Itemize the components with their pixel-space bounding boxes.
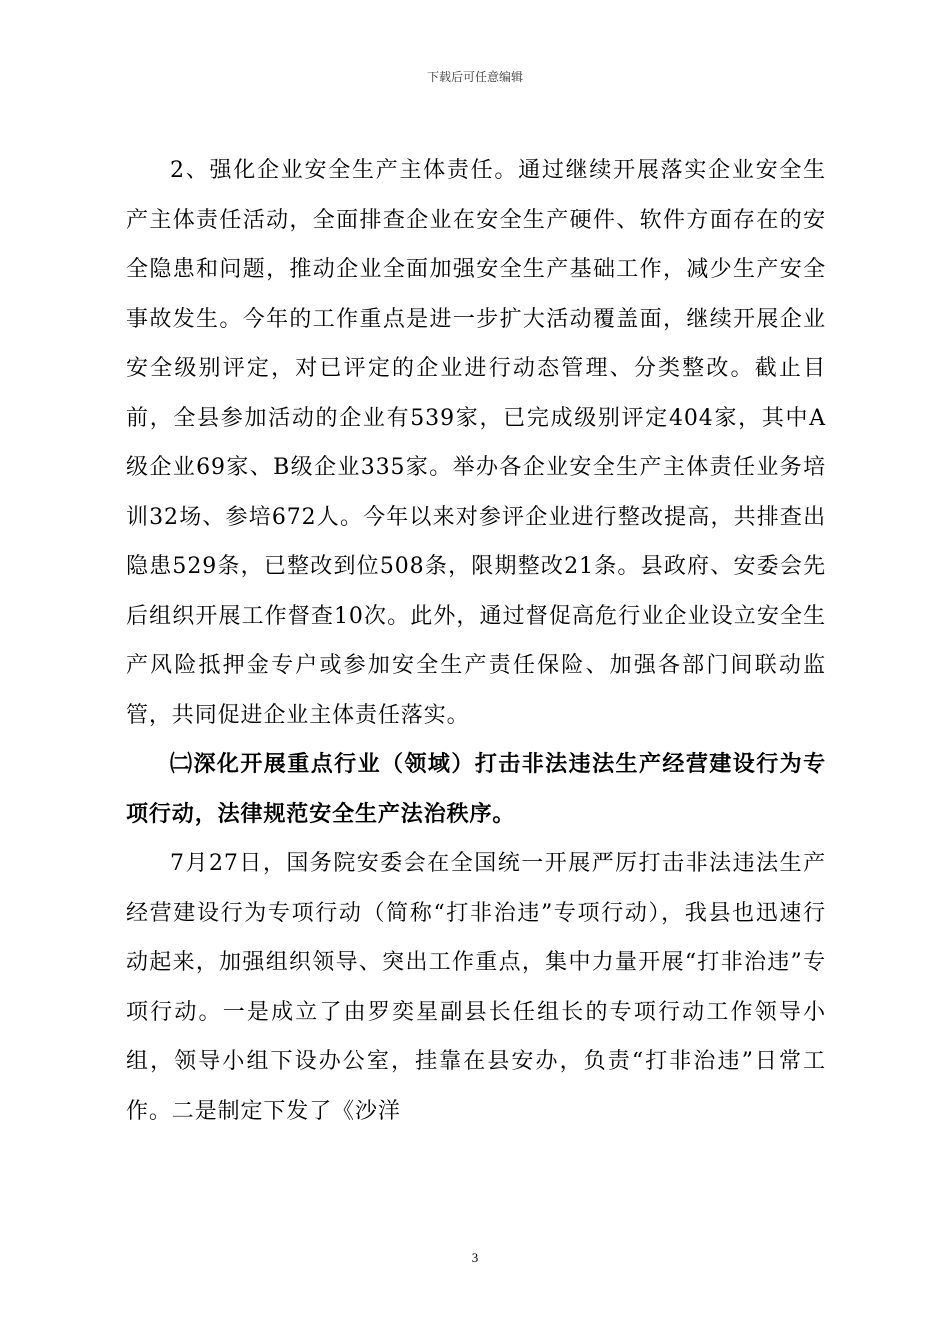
paragraph-special-action: 7月27日，国务院安委会在全国统一开展严厉打击非法违法生产经营建设行为专项行动（简称“打非治违”专项行动），我县也迅速行动起来，加强组织领导、突出工作重点，集中力量开展“打非治违”专项行动。一是成立了由罗奕星副县长任组长的专项行动工作领导小组，领导小组下设办公室，挂靠在县安办，负责“打非治违”日常工作。二是制定下发了《沙洋 [126,851,826,1124]
page-header: 下载后可任意编辑 [426,70,523,84]
document-body [126,146,826,1136]
page-number: 3 [471,1250,479,1265]
section-heading: ㈡深化开展重点行业（领域）打击非法违法生产经营建设行为专项行动，法律规范安全生产法治秩序。 [126,752,826,827]
paragraph-enterprise-responsibility: 2、强化企业安全生产主体责任。通过继续开展落实企业安全生产主体责任活动，全面排查企业在安全生产硬件、软件方面存在的安全隐患和问题，推动企业全面加强安全生产基础工作，减少生产安全事故发生。今年的工作重点是进一步扩大活动覆盖面，继续开展企业安全级别评定，对已评定的企业进行动态管理、分类整改。截止目前，全县参加活动的企业有539家，已完成级别评定404家，其中A级企业69家、B级企业335家。举办各企业安全生产主体责任业务培训32场、参培672人。今年以来对参评企业进行整改提高，共排查出隐患529条，已整改到位508条，限期整改21条。县政府、安委会先后组织开展工作督查10次。此外，通过督促高危行业企业设立安全生产风险抵押金专户或参加安全生产责任保险、加强各部门间联动监管，共同促进企业主体责任落实。 [126,158,826,728]
